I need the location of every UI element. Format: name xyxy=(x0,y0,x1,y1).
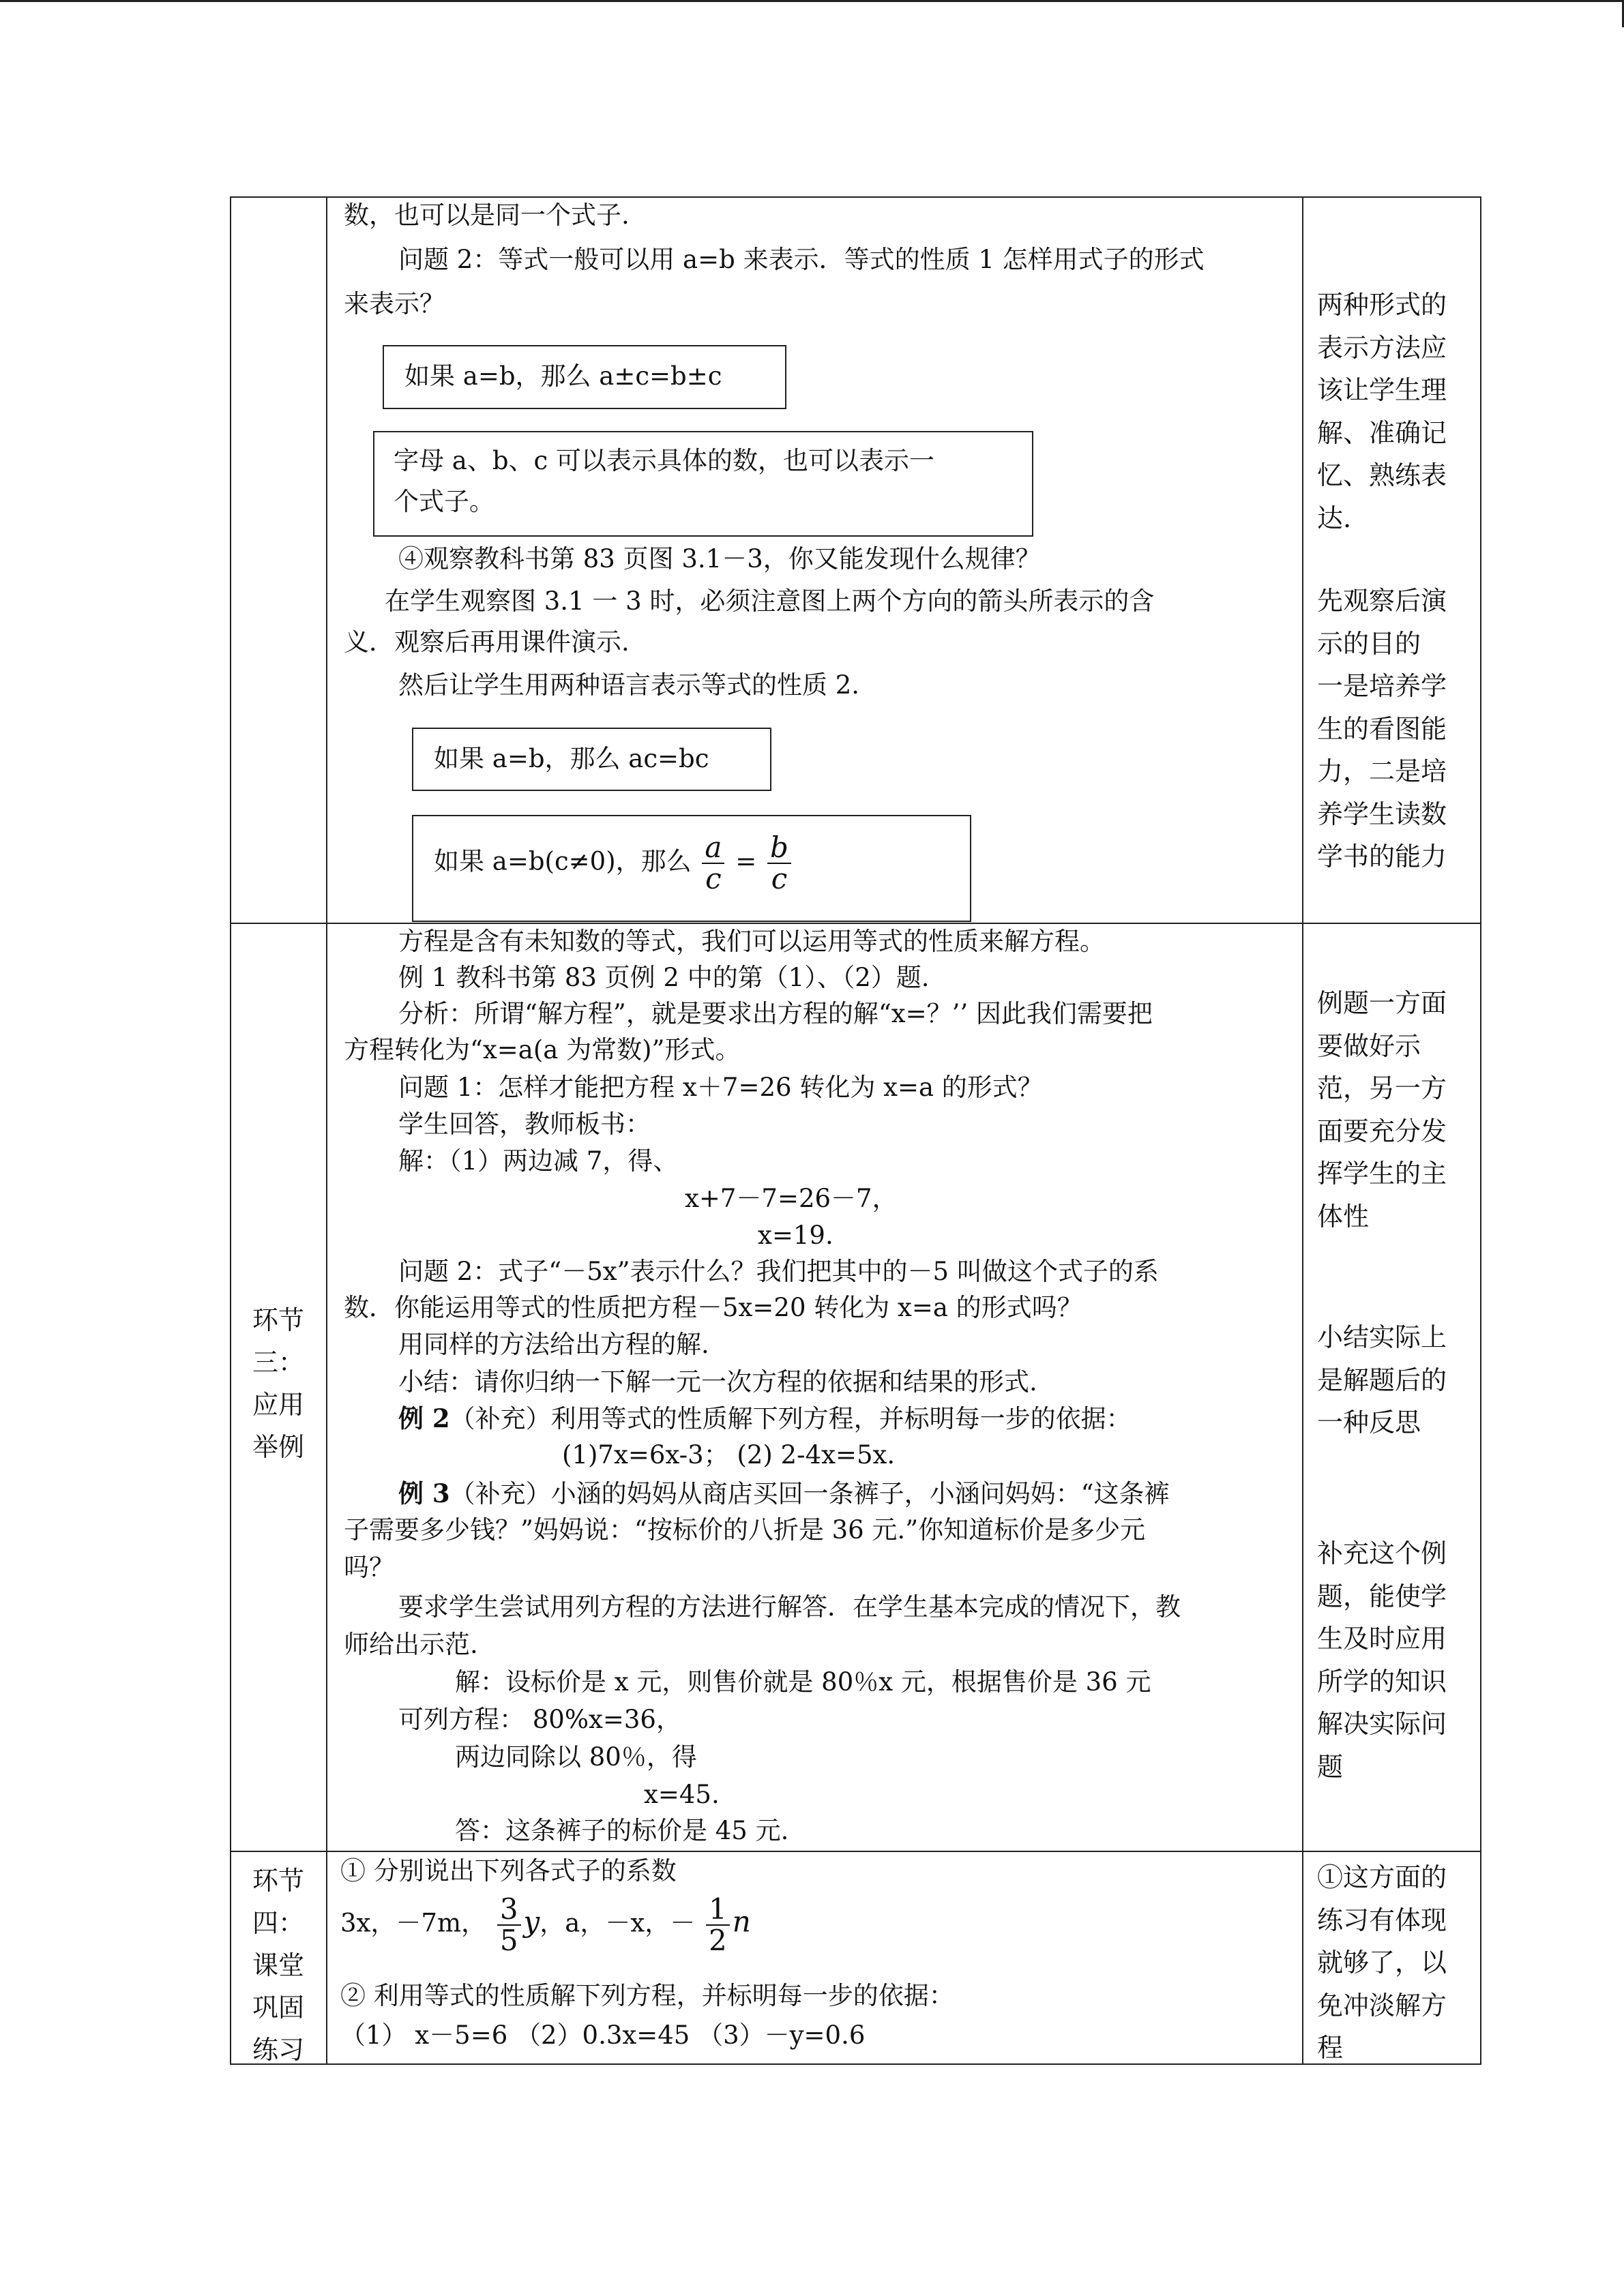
exercise-2-prompt: ② 利用等式的性质解下列方程，并标明每一步的依据： xyxy=(340,1981,954,2010)
note-line: 力，二是培 xyxy=(1317,756,1447,786)
text-line: 解：设标价是 x 元，则售价就是 80％x 元，根据售价是 36 元 xyxy=(455,1667,1151,1697)
fraction-a-over-c xyxy=(702,833,724,894)
text-line: 两边同除以 80％，得 xyxy=(455,1742,697,1772)
text-line: 数，也可以是同一个式子. xyxy=(344,200,630,230)
variable-n: n xyxy=(732,1905,751,1939)
note-summary-reflection xyxy=(1317,1316,1447,1444)
note-practice-purpose xyxy=(1317,1856,1447,2070)
formula-box-property-2a xyxy=(412,728,771,791)
note-line: 一种反思 xyxy=(1317,1407,1421,1437)
note-line: 练习有体现 xyxy=(1317,1905,1447,1935)
text-line: 师给出示范. xyxy=(344,1630,478,1659)
formula-text: 如果 a=b，那么 ac=bc xyxy=(434,744,709,773)
fraction-denominator: c xyxy=(705,862,722,895)
section-label-3 xyxy=(241,1299,316,1468)
note-line: 达. xyxy=(1317,503,1352,533)
col-divider-left xyxy=(326,198,327,2063)
formula-prefix: 如果 a=b(c≠0)，那么 xyxy=(434,846,692,876)
text-line: 吗？ xyxy=(344,1553,394,1582)
section-label-line: 巩固 xyxy=(252,1993,304,2023)
note-line: 生及时应用 xyxy=(1317,1624,1447,1654)
formula-text: 如果 a=b，那么 a±c=b±c xyxy=(404,361,722,391)
note-line: 养学生读数 xyxy=(1317,799,1447,829)
note-line: 学书的能力 xyxy=(1317,841,1447,871)
note-example-purpose xyxy=(1317,982,1447,1238)
page-top-border xyxy=(0,0,1624,2)
text-line: 解：（1）两边减 7，得、 xyxy=(398,1146,679,1176)
formula-box-property-1 xyxy=(383,345,786,409)
exercise-2-equations: （1） x－5=6 （2）0.3x=45 （3）－y=0.6 xyxy=(340,2021,866,2050)
equals-sign: = xyxy=(735,846,757,876)
note-line: 程 xyxy=(1317,2033,1344,2063)
note-line: 题，能使学 xyxy=(1317,1581,1447,1611)
fraction-denominator: c xyxy=(771,862,788,895)
text-line: 用同样的方法给出方程的解. xyxy=(398,1330,709,1359)
text-line: 在学生观察图 3.1 一 3 时，必须注意图上两个方向的箭头所表示的含 xyxy=(385,586,1155,616)
equation-line: (1)7x=6x-3； (2) 2-4x=5x. xyxy=(562,1440,896,1470)
note-line: 解决实际问 xyxy=(1317,1709,1447,1739)
text-line: 问题 2：式子“－5x”表示什么？我们把其中的－5 叫做这个式子的系 xyxy=(398,1257,1159,1286)
expr-text: 3x，－7m， xyxy=(340,1908,487,1938)
row-divider-1 xyxy=(231,923,1480,924)
note-line: 题 xyxy=(1317,1751,1344,1782)
lesson-plan-table xyxy=(230,196,1481,2065)
text-line: 要求学生尝试用列方程的方法进行解答．在学生基本完成的情况下，教 xyxy=(398,1592,1181,1622)
fraction-numerator: a xyxy=(702,833,724,864)
text-line: 学生回答，教师板书： xyxy=(398,1109,651,1139)
coefficient-expressions xyxy=(340,1894,751,1956)
text-line: 分析：所谓“解方程”，就是要求出方程的解“x=？’’ 因此我们需要把 xyxy=(398,999,1153,1028)
example-3-label: 例 3 xyxy=(398,1478,450,1508)
note-line: 挥学生的主 xyxy=(1317,1159,1447,1189)
expr-text: ，a，－x，－ xyxy=(540,1908,696,1938)
note-line: 一是培养学 xyxy=(1317,671,1447,701)
note-line: 补充这个例 xyxy=(1317,1538,1447,1568)
note-line: 免冲淡解方 xyxy=(1317,1990,1447,2021)
section-label-line: 应用 xyxy=(252,1390,304,1420)
note-line: 要做好示 xyxy=(1317,1030,1421,1061)
note-line: 表示方法应 xyxy=(1317,332,1447,363)
fraction-numerator: 3 xyxy=(497,1894,521,1926)
note-line: 范，另一方 xyxy=(1317,1073,1447,1103)
text-line: 然后让学生用两种语言表示等式的性质 2. xyxy=(398,670,860,700)
example-2-text: （补充）利用等式的性质解下列方程，并标明每一步的依据： xyxy=(449,1404,1132,1433)
formula-fraction-line xyxy=(434,833,794,894)
note-observe-first xyxy=(1317,580,1447,878)
section-label-line: 课堂 xyxy=(252,1950,304,1980)
text-line: 小结：请你归纳一下解一元一次方程的依据和结果的形式. xyxy=(398,1367,1037,1397)
text-line: 子需要多少钱？”妈妈说：“按标价的八折是 36 元.”你知道标价是多少元 xyxy=(344,1515,1146,1545)
text-line: 问题 2：等式一般可以用 a=b 来表示．等式的性质 1 怎样用式子的形式 xyxy=(398,245,1205,274)
note-line: 所学的知识 xyxy=(1317,1666,1447,1697)
section-label-line: 四： xyxy=(252,1908,304,1938)
text-line: 例 1 教科书第 83 页例 2 中的第（1）、（2）题. xyxy=(398,963,930,992)
exercise-1-prompt: ① 分别说出下列各式子的系数 xyxy=(340,1856,677,1885)
section-label-line: 三： xyxy=(252,1347,304,1377)
fraction-one-half xyxy=(706,1894,730,1956)
box-text-line: 字母 a、b、c 可以表示具体的数，也可以表示一 xyxy=(394,446,934,475)
equation-line: x=19. xyxy=(758,1221,833,1250)
text-line: 义．观察后再用课件演示. xyxy=(344,627,630,657)
note-expression-forms xyxy=(1317,284,1447,539)
text-line: 答：这条裤子的标价是 45 元. xyxy=(455,1816,789,1845)
note-line: 忆、熟练表 xyxy=(1317,460,1447,490)
section-label-line: 练习 xyxy=(252,2035,304,2065)
example-3-text: （补充）小涵的妈妈从商店买回一条裤子，小涵问妈妈：“这条裤 xyxy=(449,1479,1170,1508)
text-line: 来表示？ xyxy=(344,289,445,318)
text-line: ④观察教科书第 83 页图 3.1－3，你又能发现什么规律？ xyxy=(398,544,1041,573)
section-label-4 xyxy=(241,1860,316,2071)
note-line: 体性 xyxy=(1317,1201,1370,1232)
note-line: 小结实际上 xyxy=(1317,1322,1447,1352)
formula-box-property-2b xyxy=(412,815,971,922)
note-line: 两种形式的 xyxy=(1317,290,1447,320)
fraction-b-over-c xyxy=(767,833,791,894)
text-line: 方程是含有未知数的等式，我们可以运用等式的性质来解方程。 xyxy=(398,927,1105,956)
equation-line: 可列方程： 80%x=36， xyxy=(398,1705,681,1734)
fraction-numerator: b xyxy=(767,833,791,864)
fraction-three-fifths xyxy=(497,1894,521,1956)
note-line: 示的目的 xyxy=(1317,628,1421,659)
section-label-line: 环节 xyxy=(252,1305,304,1335)
note-line: 面要充分发 xyxy=(1317,1116,1447,1146)
note-line: 生的看图能 xyxy=(1317,713,1447,744)
col-divider-right xyxy=(1302,198,1303,2063)
note-line: 例题一方面 xyxy=(1317,988,1447,1018)
example-3-line xyxy=(398,1478,1170,1509)
text-line: 方程转化为“x=a(a 为常数)”形式。 xyxy=(344,1035,741,1064)
box-text-line: 个式子。 xyxy=(394,487,494,516)
text-line: 问题 1：怎样才能把方程 x＋7=26 转化为 x=a 的形式？ xyxy=(398,1073,1043,1102)
section-label-line: 举例 xyxy=(252,1432,304,1462)
fraction-denominator: 5 xyxy=(499,1924,518,1957)
example-2-line xyxy=(398,1403,1132,1434)
note-box-letters xyxy=(373,431,1033,537)
note-supplementary-example xyxy=(1317,1532,1447,1788)
note-line: ①这方面的 xyxy=(1317,1862,1447,1892)
note-line: 是解题后的 xyxy=(1317,1365,1447,1395)
fraction-numerator: 1 xyxy=(706,1894,730,1926)
variable-y: y xyxy=(523,1905,540,1939)
note-line: 解、准确记 xyxy=(1317,417,1447,448)
equation-line: x+7－7=26－7， xyxy=(685,1184,898,1213)
text-line: 数．你能运用等式的性质把方程－5x=20 转化为 x=a 的形式吗？ xyxy=(344,1293,1082,1322)
row-divider-2 xyxy=(231,1851,1480,1852)
fraction-denominator: 2 xyxy=(708,1924,727,1957)
note-line: 就够了，以 xyxy=(1317,1948,1447,1978)
example-2-label: 例 2 xyxy=(398,1403,450,1433)
note-line: 该让学生理 xyxy=(1317,375,1447,405)
note-line: 先观察后演 xyxy=(1317,586,1447,616)
section-label-line: 环节 xyxy=(252,1866,304,1896)
equation-line: x=45. xyxy=(644,1780,720,1809)
